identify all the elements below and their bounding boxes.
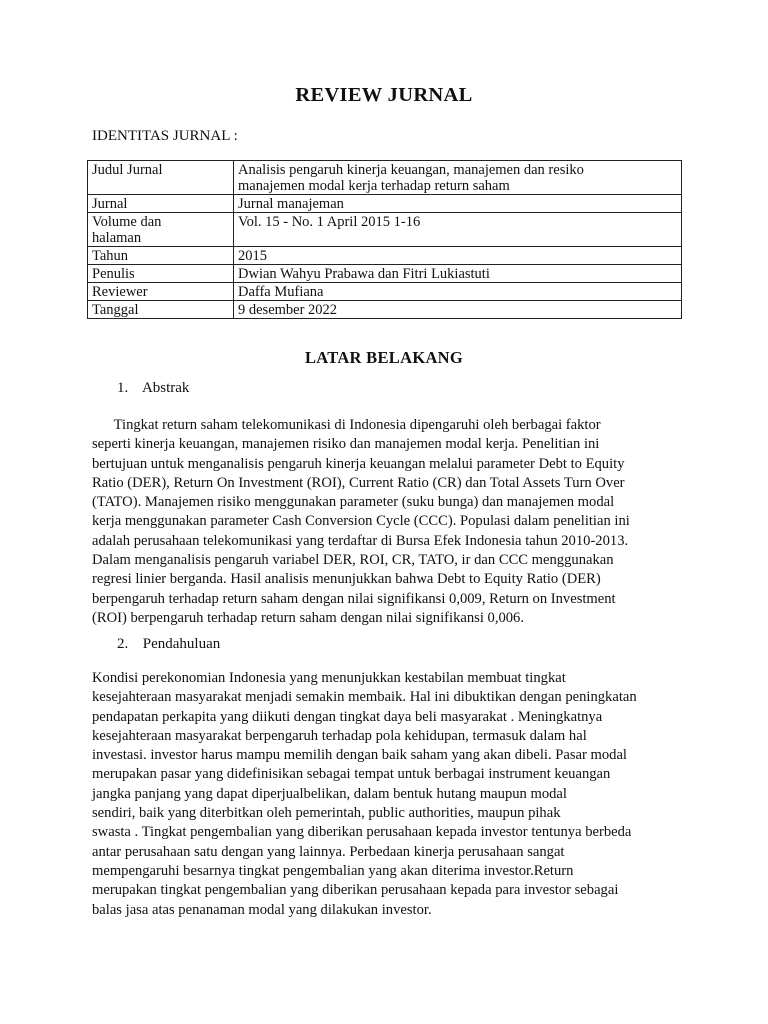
table-row [88, 247, 682, 265]
table-cell-value [234, 283, 682, 301]
table-cell-label [88, 301, 234, 319]
paragraph-line: pendapatan perkapita yang diikuti dengan tingkat daya beli masyarakat . Meningkatnya [92, 708, 603, 725]
table-cell-label [88, 213, 234, 247]
table-row [88, 195, 682, 213]
cell-line: Dwian Wahyu Prabawa dan Fitri Lukiastuti [238, 266, 490, 282]
cell-line: 9 desember 2022 [238, 302, 338, 318]
abstract-paragraph [92, 416, 692, 628]
paragraph-line: swasta . Tingkat pengembalian yang diberikan perusahaan kepada investor tentunya berbeda [92, 824, 632, 841]
table-row [88, 283, 682, 301]
cell-line: Tahun [92, 248, 129, 264]
list-item-abstrak [117, 380, 189, 397]
table-cell-value [234, 247, 682, 265]
paragraph-line: investasi. investor harus mampu memilih dengan baik saham yang akan dibeli. Pasar modal [92, 747, 627, 764]
cell-line: manajemen modal kerja terhadap return saham [238, 178, 510, 194]
paragraph-line: Ratio (DER), Return On Investment (ROI), Current Ratio (CR) dan Total Assets Turn Over [92, 474, 625, 491]
list-item-heading: Pendahuluan [142, 636, 221, 652]
paragraph-line: kesejahteraan masyarakat menjadi semakin membaik. Hal ini dibuktikan dengan peningkatan [92, 689, 637, 706]
paragraph-line: merupakan pasar yang didefinisikan sebagai tempat untuk berbagai instrument keuangan [92, 766, 611, 783]
paragraph-line: berpengaruh terhadap return saham dengan nilai signifikansi 0,009, Return on Investment [92, 590, 616, 607]
paragraph-line: regresi linier berganda. Hasil analisis menunjukkan bahwa Debt to Equity Ratio (DER) [92, 571, 601, 588]
table-row [88, 161, 682, 195]
cell-line: Reviewer [92, 284, 148, 300]
paragraph-line: Dalam menganalisis pengaruh variabel DER, ROI, CR, TATO, ir dan CCC menggunakan [92, 552, 614, 569]
identity-table [87, 160, 682, 319]
table-cell-value [234, 161, 682, 195]
paragraph-line: seperti kinerja keuangan, manajemen risiko dan manajemen modal kerja. Penelitian ini [92, 436, 600, 453]
cell-line: Analisis pengaruh kinerja keuangan, manajemen dan resiko [238, 162, 584, 178]
cell-line: Jurnal [92, 196, 128, 212]
table-row [88, 265, 682, 283]
paragraph-line: (ROI) berpengaruh terhadap return saham dengan nilai signifikansi 0,006. [92, 609, 525, 626]
paragraph-line: bertujuan untuk menganalisis pengaruh kinerja keuangan melalui parameter Debt to Equity [92, 455, 625, 472]
table-cell-label [88, 283, 234, 301]
paragraph-line: Kondisi perekonomian Indonesia yang menunjukkan kestabilan membuat tingkat [92, 670, 566, 686]
paragraph-line: kerja menggunakan parameter Cash Conversion Cycle (CCC). Populasi dalam penelitian ini [92, 513, 630, 530]
paragraph-line: antar perusahaan satu dengan yang lainnya. Perbedaan kinerja perusahaan sangat [92, 843, 565, 860]
table-cell-label [88, 265, 234, 283]
table-cell-value [234, 301, 682, 319]
paragraph-line: sendiri, baik yang diterbitkan oleh pemerintah, public authorities, maupun pihak [92, 805, 561, 822]
cell-line: 2015 [238, 248, 267, 264]
table-row [88, 301, 682, 319]
cell-line: Jurnal manajeman [238, 196, 344, 212]
table-cell-label [88, 161, 234, 195]
list-item-number: 1. [117, 380, 129, 396]
table-cell-value [234, 213, 682, 247]
introduction-paragraph [92, 669, 692, 920]
cell-line: Judul Jurnal [92, 162, 163, 178]
table-cell-label [88, 247, 234, 265]
cell-line: halaman [92, 230, 142, 246]
table-row [88, 213, 682, 247]
paragraph-line: balas jasa atas penanaman modal yang dilakukan investor. [92, 901, 432, 918]
paragraph-line: mempengaruhi besarnya tingkat pengembalian yang akan diterima investor.Return [92, 862, 574, 879]
identity-heading: IDENTITAS JURNAL : [92, 128, 238, 144]
section-title: LATAR BELAKANG [304, 348, 464, 367]
identity-table-body [88, 161, 682, 319]
cell-line: Daffa Mufiana [238, 284, 324, 300]
list-item-pendahuluan [117, 636, 220, 653]
cell-line: Tanggal [92, 302, 139, 318]
cell-line: Vol. 15 - No. 1 April 2015 1-16 [238, 214, 421, 230]
list-item-heading: Abstrak [141, 380, 190, 396]
paragraph-line: adalah perusahaan telekomunikasi yang terdaftar di Bursa Efek Indonesia tahun 2010-2013. [92, 532, 629, 549]
table-cell-label [88, 195, 234, 213]
list-item-number: 2. [117, 636, 129, 652]
paragraph-line: merupakan tingkat pengembalian yang diberikan perusahaan kepada para investor sebagai [92, 882, 619, 899]
paragraph-line: jangka panjang yang dapat diperjualbelikan, dalam bentuk hutang maupun modal [92, 785, 567, 802]
paragraph-line: kesejahteraan masyarakat berpengaruh terhadap pola kehidupan, termasuk dalam hal [92, 727, 587, 744]
paragraph-line: Tingkat return saham telekomunikasi di Indonesia dipengaruhi oleh berbagai faktor [92, 417, 601, 433]
table-cell-value [234, 195, 682, 213]
table-cell-value [234, 265, 682, 283]
cell-line: Volume dan [92, 214, 162, 230]
paragraph-line: (TATO). Manajemen risiko menggunakan parameter (suku bunga) dan manajemen modal [92, 494, 615, 511]
cell-line: Penulis [92, 266, 135, 282]
document-title: REVIEW JURNAL [295, 84, 473, 106]
